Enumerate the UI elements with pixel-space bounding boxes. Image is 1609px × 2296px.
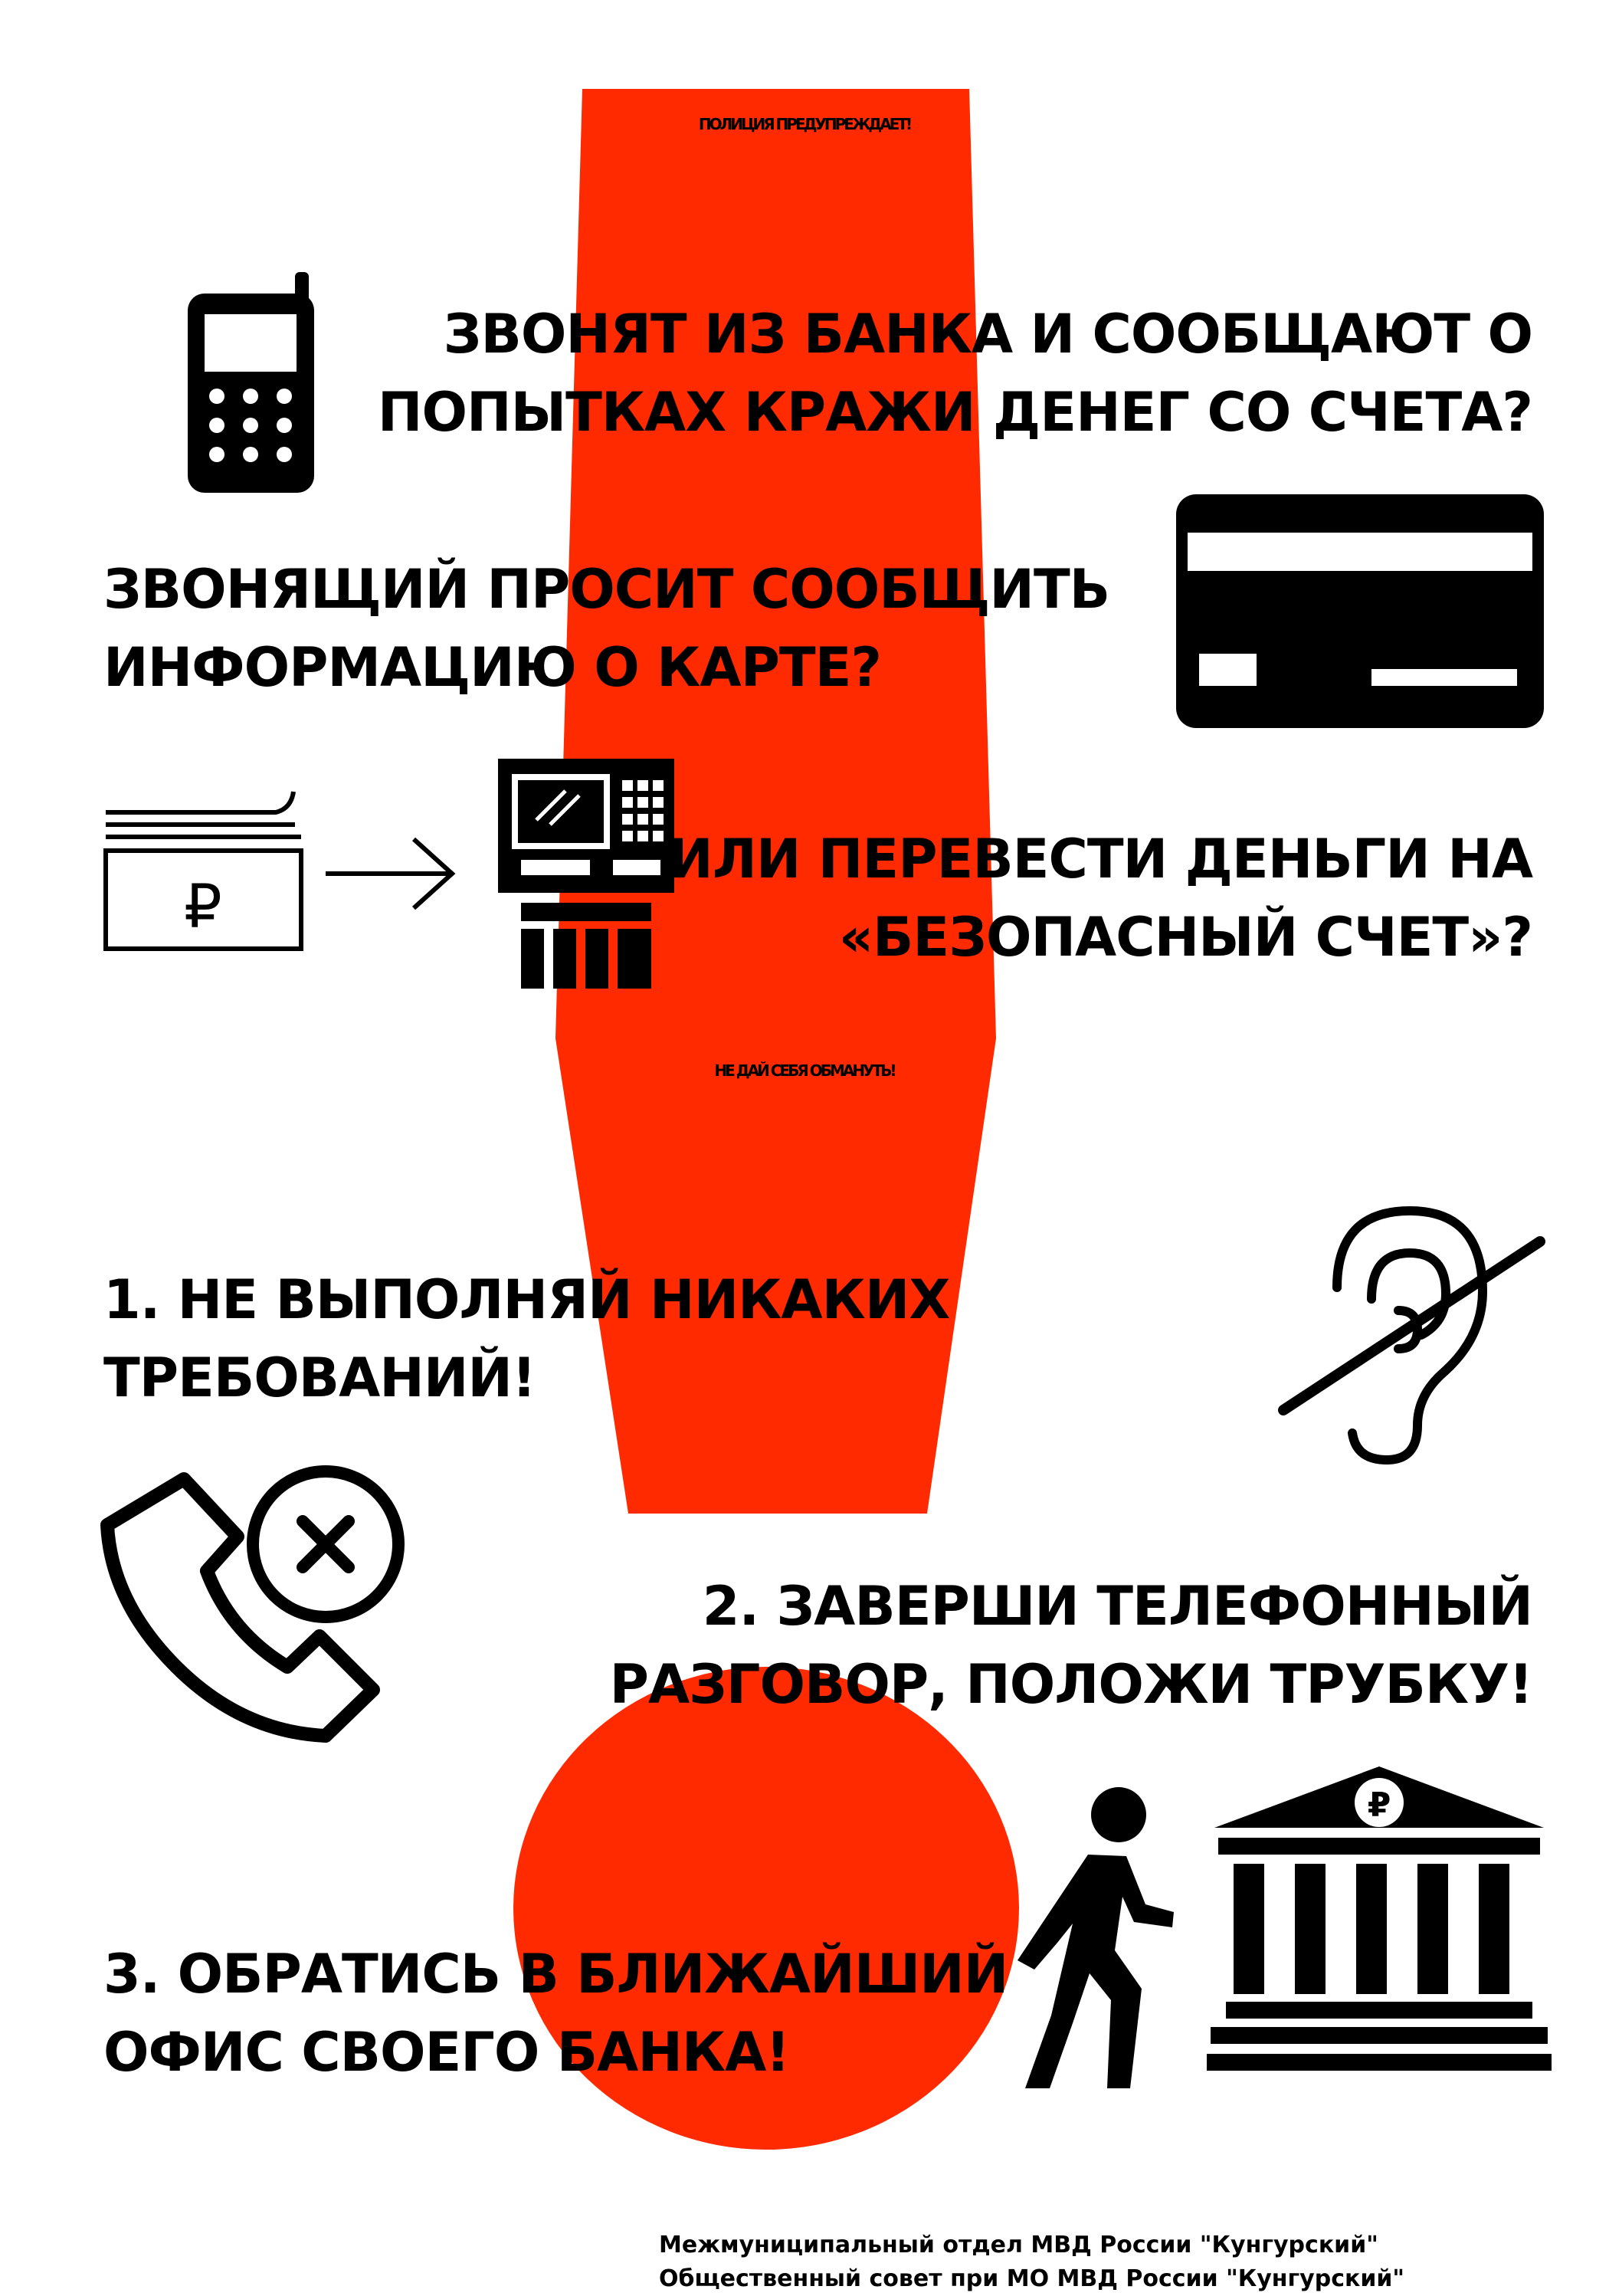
slogan: НЕ ДАЙ СЕБЯ ОБМАНУТЬ! <box>714 1061 895 1080</box>
q1-line2: ПОПЫТКАХ КРАЖИ ДЕНЕГ СО СЧЕТА? <box>377 381 1532 444</box>
walking-person-icon <box>1004 1786 1180 2092</box>
q3-line2: «БЕЗОПАСНЫЙ СЧЕТ»? <box>838 906 1532 969</box>
bank-card-icon <box>1176 494 1544 728</box>
arrow-right-icon <box>322 835 460 912</box>
step3-line1: 3. ОБРАТИСЬ В БЛИЖАЙШИЙ <box>103 1943 1008 2006</box>
q1-line1: ЗВОНЯТ ИЗ БАНКА И СООБЩАЮТ О <box>443 303 1532 366</box>
mobile-phone-icon <box>188 272 318 494</box>
step3-line2: ОФИС СВОЕГО БАНКА! <box>103 2021 790 2084</box>
ear-crossed-icon <box>1276 1203 1552 1471</box>
step1-line1: 1. НЕ ВЫПОЛНЯЙ НИКАКИХ <box>103 1268 950 1331</box>
atm-icon <box>498 759 674 989</box>
ruble-banknotes-icon <box>103 789 306 954</box>
step2-line1: 2. ЗАВЕРШИ ТЕЛЕФОННЫЙ <box>702 1575 1532 1638</box>
bank-building-icon <box>1207 1755 1552 2077</box>
phone-handset-icon <box>107 1479 373 1736</box>
bank-ruble-symbol: ₽ <box>1367 1786 1391 1825</box>
step1-line2: ТРЕБОВАНИЙ! <box>103 1346 536 1409</box>
footer-line2: Общественный совет при МО МВД России "Кунгурский" <box>659 2265 1405 2292</box>
ruble-symbol: ₽ <box>184 873 222 942</box>
q2-line1: ЗВОНЯЩИЙ ПРОСИТ СООБЩИТЬ <box>103 558 1110 621</box>
step2-line2: РАЗГОВОР, ПОЛОЖИ ТРУБКУ! <box>609 1653 1532 1716</box>
end-call-icon <box>96 1464 418 1786</box>
q3-line1: ИЛИ ПЕРЕВЕСТИ ДЕНЬГИ НА <box>668 828 1532 891</box>
footer-line1: Межмуниципальный отдел МВД России "Кунгурский" <box>659 2232 1378 2258</box>
q2-line2: ИНФОРМАЦИЮ О КАРТЕ? <box>103 636 882 699</box>
page-title: ПОЛИЦИЯ ПРЕДУПРЕЖДАЕТ! <box>698 115 911 133</box>
footer <box>659 2229 1404 2296</box>
